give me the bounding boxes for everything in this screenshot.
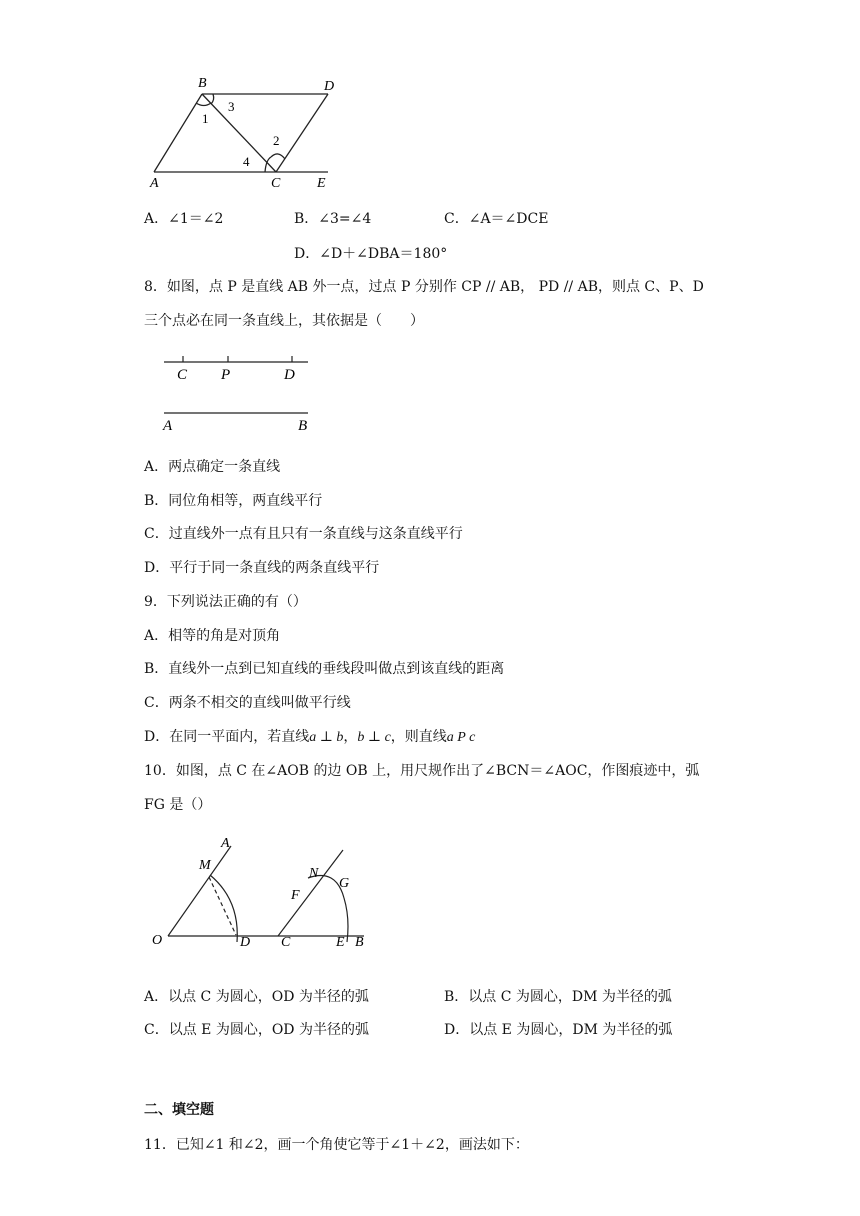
q8-option-c[interactable]: C．过直线外一点有且只有一条直线与这条直线平行	[144, 526, 463, 542]
fig10-label-N: N	[309, 866, 319, 881]
q7-option-a[interactable]: A．∠1＝∠2	[144, 211, 224, 227]
q8-stem-line1: 8．如图，点 P 是直线 AB 外一点，过点 P 分别作 CP // AB， PD // AB，则点 C、P、D	[144, 279, 704, 295]
q8-option-d[interactable]: D．平行于同一条直线的两条直线平行	[144, 560, 380, 576]
q9-option-d-prefix: D．在同一平面内，若直线	[144, 729, 310, 745]
q8-figure	[150, 345, 320, 437]
fig10-label-D: D	[240, 935, 251, 950]
q7-option-d[interactable]: D．∠D＋∠DBA＝180°	[294, 246, 448, 262]
q7-figure	[140, 70, 350, 195]
fig7-label-B: B	[198, 76, 207, 91]
fig7-label-D: D	[324, 79, 335, 94]
fig10-label-G: G	[339, 876, 350, 891]
q10-option-d[interactable]: D．以点 E 为圆心，DM 为半径的弧	[444, 1022, 673, 1038]
q9-option-d-math1: a ⊥ b	[309, 730, 344, 745]
q10-figure	[148, 830, 373, 955]
fig7-label-4: 4	[243, 154, 250, 169]
fig10-label-A: A	[221, 836, 230, 851]
fig8-label-A: A	[163, 418, 173, 434]
q9-option-d-math3: a P c	[446, 730, 476, 745]
fig10-label-M: M	[199, 858, 211, 873]
q10-option-b[interactable]: B．以点 C 为圆心，DM 为半径的弧	[444, 989, 672, 1005]
q8-option-b[interactable]: B．同位角相等，两直线平行	[144, 493, 323, 509]
fig10-label-B: B	[355, 935, 364, 950]
q8-option-a[interactable]: A．两点确定一条直线	[144, 459, 281, 475]
q9-option-d-math2: b ⊥ c	[357, 730, 391, 745]
q10-option-c[interactable]: C．以点 E 为圆心，OD 为半径的弧	[144, 1022, 369, 1038]
fig8-label-P: P	[221, 367, 231, 383]
q10-option-a[interactable]: A．以点 C 为圆心，OD 为半径的弧	[144, 989, 369, 1005]
fig10-label-E: E	[336, 935, 345, 950]
fig10-label-C: C	[281, 935, 291, 950]
q9-option-b[interactable]: B．直线外一点到已知直线的垂线段叫做点到该直线的距离	[144, 661, 505, 677]
q9-option-d-suffix: ，则直线	[390, 729, 447, 745]
q9-option-d-mid: ，	[343, 729, 358, 745]
section-title-fill-blank: 二、填空题	[144, 1102, 214, 1118]
fig7-label-1: 1	[202, 111, 209, 126]
fig7-label-C: C	[271, 176, 281, 191]
fig7-label-2: 2	[273, 133, 280, 148]
q7-option-b[interactable]: B．∠3=∠4	[294, 211, 372, 227]
q9-stem: 9．下列说法正确的有（）	[144, 594, 307, 610]
q9-option-d[interactable]	[144, 726, 475, 746]
q8-stem-line2: 三个点必在同一条直线上，其依据是（ ）	[144, 313, 424, 329]
fig7-label-3: 3	[228, 99, 235, 114]
fig10-label-O: O	[152, 933, 163, 948]
q11-stem: 11．已知∠1 和∠2，画一个角使它等于∠1＋∠2，画法如下：	[144, 1137, 529, 1153]
fig8-label-D: D	[284, 367, 295, 383]
q9-option-a[interactable]: A．相等的角是对顶角	[144, 628, 281, 644]
fig7-label-E: E	[317, 176, 326, 191]
q10-stem-line2: FG 是（）	[144, 797, 212, 813]
q10-stem-line1: 10．如图，点 C 在∠AOB 的边 OB 上，用尺规作出了∠BCN＝∠AOC，作图痕迹中，弧	[144, 763, 700, 779]
fig10-label-F: F	[291, 888, 300, 903]
fig7-label-A: A	[150, 176, 159, 191]
q9-option-c[interactable]: C．两条不相交的直线叫做平行线	[144, 695, 351, 711]
fig8-label-B: B	[298, 418, 308, 434]
q7-option-c[interactable]: C．∠A＝∠DCE	[444, 211, 549, 227]
fig8-label-C: C	[177, 367, 188, 383]
